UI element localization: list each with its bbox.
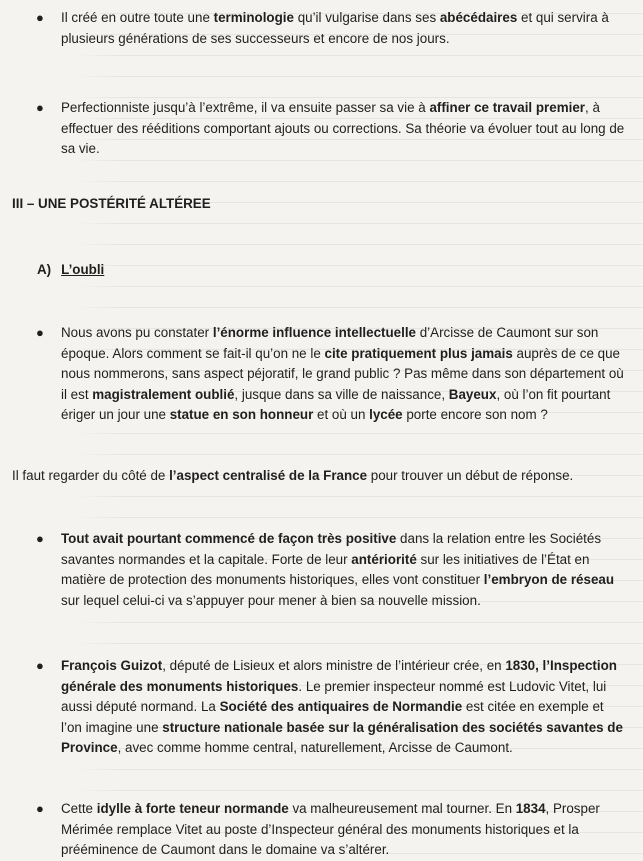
bullet-guizot xyxy=(36,656,626,759)
bullet-dot: ● xyxy=(36,325,44,340)
bullet-dot: ● xyxy=(36,658,44,673)
text-run: dans la relation entre les Sociétés savantes normandes et la capitale. Forte de leur xyxy=(61,531,602,567)
bullet-dot: ● xyxy=(36,801,44,816)
text-run: , avec comme homme central, naturellement, Arcisse de Caumont. xyxy=(117,740,513,755)
text-run: porte encore son nom ? xyxy=(402,407,548,422)
text-run: et qui servira à plusieurs générations de ses successeurs et encore de nos jours. xyxy=(61,10,609,46)
text-run: et où un xyxy=(313,407,370,422)
text-run: auprès de ce que nous nommerons, sans aspect péjoratif, le grand public ? Pas même dans son département où il est xyxy=(61,345,624,402)
bold-text: antériorité xyxy=(351,551,417,567)
text-run: , où l’on fit pourtant ériger un jour une xyxy=(61,386,611,422)
bullet-text xyxy=(61,656,626,759)
bullet-text xyxy=(61,799,626,861)
text-run: . Le premier inspecteur nommé est Ludovic Vitet, lui aussi député normand. La xyxy=(61,678,607,714)
text-run: , jusque dans sa ville de naissance, xyxy=(234,386,449,402)
bold-text: abécédaires xyxy=(439,10,518,25)
section-heading: III – UNE POSTÉRITÉ ALTÉREE xyxy=(12,196,211,211)
bold-text: terminologie xyxy=(213,10,294,25)
bullet-text xyxy=(61,529,626,611)
text-run: pour trouver un début de réponse. xyxy=(367,468,574,483)
bold-text: l’embryon de réseau xyxy=(483,572,615,587)
text-run: qu’il vulgarise dans ses xyxy=(293,10,440,25)
text-run: , député de Lisieux et alors ministre de l’intérieur crée, en xyxy=(162,658,506,673)
bold-text: Bayeux xyxy=(448,386,497,402)
bullet-perfectionniste xyxy=(36,98,626,160)
subsection-heading xyxy=(37,262,104,277)
bullet-dot: ● xyxy=(36,531,44,546)
text-run: Il faut regarder du côté de xyxy=(12,468,170,483)
bold-text: 1830, l’Inspection générale des monuments historiques xyxy=(61,658,617,694)
bold-text: 1834 xyxy=(515,801,546,816)
text-run: est citée en exemple et l’on imagine une xyxy=(61,699,604,735)
bullet-idylle xyxy=(36,799,626,861)
text-run: Il créé en outre toute une xyxy=(61,10,214,25)
text-run: d’Arcisse de Caumont sur son époque. Alors comment se fait-il qu’on ne le xyxy=(61,325,599,361)
bold-text: lycée xyxy=(369,407,403,422)
text-run: sur les initiatives de l’État en matière de protection des monuments historiques, elles vont constituer xyxy=(61,551,590,587)
bold-text: Société des antiquaires de Normandie xyxy=(219,699,463,714)
text-run: sur lequel celui-ci va s’appuyer pour mener à bien sa nouvelle mission. xyxy=(61,592,481,608)
bold-text: statue en son honneur xyxy=(169,407,314,422)
text-run: Nous avons pu constater xyxy=(61,325,213,340)
bold-text: cite pratiquement plus jamais xyxy=(324,345,513,361)
bullet-text xyxy=(61,323,626,426)
text-run: , à effectuer des rééditions comportant ajouts ou corrections. Sa théorie va évoluer tout au long de sa vie. xyxy=(61,100,625,156)
bullet-text xyxy=(61,8,626,49)
bullet-text xyxy=(61,98,626,160)
bold-text: affiner ce travail premier xyxy=(429,100,585,115)
bullet-positive xyxy=(36,529,626,611)
subsection-letter: A) xyxy=(37,262,52,277)
bold-text: structure nationale basée sur la généralisation des sociétés savantes de Province xyxy=(61,719,623,755)
subsection-title: L’oubli xyxy=(61,262,105,277)
bold-text: magistralement oublié xyxy=(92,386,235,402)
bold-text: Tout avait pourtant commencé de façon très positive xyxy=(61,531,397,546)
bullet-dot: ● xyxy=(36,10,44,25)
bold-text: François Guizot xyxy=(61,658,163,673)
text-run: , Prosper Mérimée remplace Vitet au poste d’Inspecteur général des monuments historiques et la prééminence de Caumont dans le domaine va s’altérer. xyxy=(61,801,600,857)
bullet-dot: ● xyxy=(36,100,44,115)
text-run: va malheureusement mal tourner. En xyxy=(288,801,516,816)
bullet-terminologie xyxy=(36,8,626,49)
bold-text: l’énorme influence intellectuelle xyxy=(212,325,417,340)
bold-text: idylle à forte teneur normande xyxy=(96,801,289,816)
bold-text: l’aspect centralisé de la France xyxy=(169,468,368,483)
text-run: Perfectionniste jusqu’à l’extrême, il va ensuite passer sa vie à xyxy=(61,100,430,115)
paragraph-centralise xyxy=(12,466,632,487)
bullet-oubli xyxy=(36,323,626,426)
text-run: Cette xyxy=(61,801,97,816)
